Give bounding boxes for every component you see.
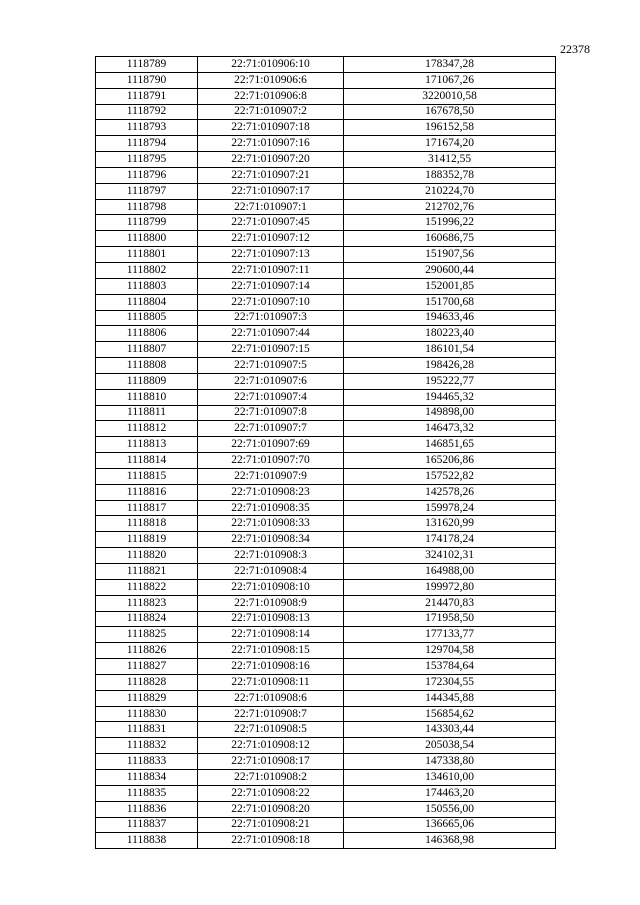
cadastral-value-cell: 194465,32 bbox=[344, 389, 556, 405]
cadastral-value-cell: 157522,82 bbox=[344, 468, 556, 484]
record-number-cell: 1118832 bbox=[96, 738, 198, 754]
cadastral-number-cell: 22:71:010908:11 bbox=[198, 674, 344, 690]
record-number-cell: 1118820 bbox=[96, 548, 198, 564]
record-number-cell: 1118808 bbox=[96, 358, 198, 374]
cadastral-number-cell: 22:71:010907:5 bbox=[198, 358, 344, 374]
table-row bbox=[96, 484, 556, 500]
cadastral-number-cell: 22:71:010907:6 bbox=[198, 373, 344, 389]
record-number-cell: 1118824 bbox=[96, 611, 198, 627]
cadastral-number-cell: 22:71:010908:14 bbox=[198, 627, 344, 643]
cadastral-number-cell: 22:71:010907:2 bbox=[198, 104, 344, 120]
table-row bbox=[96, 659, 556, 675]
cadastral-number-cell: 22:71:010906:6 bbox=[198, 72, 344, 88]
cadastral-number-cell: 22:71:010907:18 bbox=[198, 120, 344, 136]
cadastral-value-cell: 199972,80 bbox=[344, 579, 556, 595]
cadastral-value-cell: 152001,85 bbox=[344, 278, 556, 294]
cadastral-value-cell: 151907,56 bbox=[344, 247, 556, 263]
table-row bbox=[96, 532, 556, 548]
cadastral-value-cell: 149898,00 bbox=[344, 405, 556, 421]
record-number-cell: 1118791 bbox=[96, 88, 198, 104]
cadastral-value-cell: 129704,58 bbox=[344, 643, 556, 659]
table-row bbox=[96, 564, 556, 580]
cadastral-number-cell: 22:71:010907:21 bbox=[198, 167, 344, 183]
cadastral-value-cell: 164988,00 bbox=[344, 564, 556, 580]
record-number-cell: 1118838 bbox=[96, 833, 198, 849]
record-number-cell: 1118792 bbox=[96, 104, 198, 120]
cadastral-value-cell: 146368,98 bbox=[344, 833, 556, 849]
record-number-cell: 1118819 bbox=[96, 532, 198, 548]
table-row bbox=[96, 72, 556, 88]
table-row bbox=[96, 310, 556, 326]
cadastral-number-cell: 22:71:010908:7 bbox=[198, 706, 344, 722]
record-number-cell: 1118797 bbox=[96, 183, 198, 199]
cadastral-value-cell: 171958,50 bbox=[344, 611, 556, 627]
cadastral-value-cell: 186101,54 bbox=[344, 342, 556, 358]
record-number-cell: 1118826 bbox=[96, 643, 198, 659]
cadastral-number-cell: 22:71:010907:15 bbox=[198, 342, 344, 358]
cadastral-value-cell: 171674,20 bbox=[344, 136, 556, 152]
cadastral-number-cell: 22:71:010908:6 bbox=[198, 690, 344, 706]
table-row bbox=[96, 199, 556, 215]
cadastral-value-cell: 324102,31 bbox=[344, 548, 556, 564]
cadastral-number-cell: 22:71:010908:10 bbox=[198, 579, 344, 595]
table-row bbox=[96, 627, 556, 643]
table-row bbox=[96, 358, 556, 374]
table-row bbox=[96, 801, 556, 817]
record-number-cell: 1118795 bbox=[96, 152, 198, 168]
record-number-cell: 1118830 bbox=[96, 706, 198, 722]
cadastral-number-cell: 22:71:010908:33 bbox=[198, 516, 344, 532]
cadastral-number-cell: 22:71:010907:44 bbox=[198, 326, 344, 342]
record-number-cell: 1118821 bbox=[96, 564, 198, 580]
record-number-cell: 1118790 bbox=[96, 72, 198, 88]
record-number-cell: 1118810 bbox=[96, 389, 198, 405]
cadastral-value-cell: 214470,83 bbox=[344, 595, 556, 611]
cadastral-number-cell: 22:71:010907:4 bbox=[198, 389, 344, 405]
record-number-cell: 1118804 bbox=[96, 294, 198, 310]
cadastral-value-cell: 188352,78 bbox=[344, 167, 556, 183]
record-number-cell: 1118806 bbox=[96, 326, 198, 342]
cadastral-value-cell: 144345,88 bbox=[344, 690, 556, 706]
record-number-cell: 1118801 bbox=[96, 247, 198, 263]
table-row bbox=[96, 326, 556, 342]
record-number-cell: 1118818 bbox=[96, 516, 198, 532]
cadastral-number-cell: 22:71:010908:2 bbox=[198, 769, 344, 785]
table-row bbox=[96, 500, 556, 516]
record-number-cell: 1118807 bbox=[96, 342, 198, 358]
cadastral-number-cell: 22:71:010907:3 bbox=[198, 310, 344, 326]
cadastral-number-cell: 22:71:010908:35 bbox=[198, 500, 344, 516]
table-row bbox=[96, 437, 556, 453]
table-row bbox=[96, 548, 556, 564]
cadastral-value-cell: 174463,20 bbox=[344, 785, 556, 801]
cadastral-number-cell: 22:71:010907:20 bbox=[198, 152, 344, 168]
record-number-cell: 1118816 bbox=[96, 484, 198, 500]
cadastral-number-cell: 22:71:010907:45 bbox=[198, 215, 344, 231]
cadastral-number-cell: 22:71:010907:16 bbox=[198, 136, 344, 152]
record-number-cell: 1118815 bbox=[96, 468, 198, 484]
cadastral-value-cell: 151996,22 bbox=[344, 215, 556, 231]
record-number-cell: 1118817 bbox=[96, 500, 198, 516]
record-number-cell: 1118829 bbox=[96, 690, 198, 706]
cadastral-value-cell: 146473,32 bbox=[344, 421, 556, 437]
table-row bbox=[96, 595, 556, 611]
record-number-cell: 1118794 bbox=[96, 136, 198, 152]
table-row bbox=[96, 468, 556, 484]
cadastral-number-cell: 22:71:010906:10 bbox=[198, 57, 344, 73]
cadastral-number-cell: 22:71:010908:13 bbox=[198, 611, 344, 627]
table-row bbox=[96, 152, 556, 168]
table-row bbox=[96, 738, 556, 754]
table-row bbox=[96, 785, 556, 801]
cadastral-value-cell: 159978,24 bbox=[344, 500, 556, 516]
cadastral-value-cell: 146851,65 bbox=[344, 437, 556, 453]
cadastral-value-cell: 196152,58 bbox=[344, 120, 556, 136]
cadastral-value-cell: 212702,76 bbox=[344, 199, 556, 215]
record-number-cell: 1118831 bbox=[96, 722, 198, 738]
cadastral-number-cell: 22:71:010907:14 bbox=[198, 278, 344, 294]
table-row bbox=[96, 167, 556, 183]
cadastral-value-cell: 171067,26 bbox=[344, 72, 556, 88]
cadastral-number-cell: 22:71:010908:20 bbox=[198, 801, 344, 817]
table-row bbox=[96, 294, 556, 310]
cadastral-value-cell: 165206,86 bbox=[344, 453, 556, 469]
cadastral-value-cell: 31412,55 bbox=[344, 152, 556, 168]
table-row bbox=[96, 690, 556, 706]
table-row bbox=[96, 722, 556, 738]
record-number-cell: 1118803 bbox=[96, 278, 198, 294]
cadastral-number-cell: 22:71:010907:11 bbox=[198, 262, 344, 278]
table-row bbox=[96, 516, 556, 532]
cadastral-number-cell: 22:71:010908:3 bbox=[198, 548, 344, 564]
table-row bbox=[96, 674, 556, 690]
cadastral-number-cell: 22:71:010908:21 bbox=[198, 817, 344, 833]
cadastral-value-cell: 178347,28 bbox=[344, 57, 556, 73]
cadastral-value-cell: 134610,00 bbox=[344, 769, 556, 785]
cadastral-value-cell: 156854,62 bbox=[344, 706, 556, 722]
cadastral-value-cell: 136665,06 bbox=[344, 817, 556, 833]
record-number-cell: 1118814 bbox=[96, 453, 198, 469]
record-number-cell: 1118805 bbox=[96, 310, 198, 326]
cadastral-value-cell: 198426,28 bbox=[344, 358, 556, 374]
table-row bbox=[96, 183, 556, 199]
table-row bbox=[96, 453, 556, 469]
record-number-cell: 1118828 bbox=[96, 674, 198, 690]
record-number-cell: 1118825 bbox=[96, 627, 198, 643]
cadastral-value-cell: 205038,54 bbox=[344, 738, 556, 754]
cadastral-number-cell: 22:71:010908:16 bbox=[198, 659, 344, 675]
table-row bbox=[96, 215, 556, 231]
cadastral-value-cell: 180223,40 bbox=[344, 326, 556, 342]
cadastral-value-cell: 194633,46 bbox=[344, 310, 556, 326]
cadastral-number-cell: 22:71:010908:9 bbox=[198, 595, 344, 611]
cadastral-number-cell: 22:71:010906:8 bbox=[198, 88, 344, 104]
cadastral-value-cell: 177133,77 bbox=[344, 627, 556, 643]
table-row bbox=[96, 373, 556, 389]
record-number-cell: 1118834 bbox=[96, 769, 198, 785]
table-row bbox=[96, 769, 556, 785]
cadastral-value-cell: 142578,26 bbox=[344, 484, 556, 500]
cadastral-number-cell: 22:71:010907:12 bbox=[198, 231, 344, 247]
record-number-cell: 1118809 bbox=[96, 373, 198, 389]
record-number-cell: 1118812 bbox=[96, 421, 198, 437]
cadastral-number-cell: 22:71:010908:15 bbox=[198, 643, 344, 659]
record-number-cell: 1118799 bbox=[96, 215, 198, 231]
record-number-cell: 1118798 bbox=[96, 199, 198, 215]
table-row bbox=[96, 421, 556, 437]
cadastral-number-cell: 22:71:010908:23 bbox=[198, 484, 344, 500]
cadastral-value-cell: 147338,80 bbox=[344, 754, 556, 770]
cadastral-number-cell: 22:71:010907:10 bbox=[198, 294, 344, 310]
cadastral-value-cell: 143303,44 bbox=[344, 722, 556, 738]
cadastral-number-cell: 22:71:010908:34 bbox=[198, 532, 344, 548]
cadastral-number-cell: 22:71:010908:12 bbox=[198, 738, 344, 754]
cadastral-number-cell: 22:71:010907:69 bbox=[198, 437, 344, 453]
cadastral-number-cell: 22:71:010907:8 bbox=[198, 405, 344, 421]
table-row bbox=[96, 611, 556, 627]
table-row bbox=[96, 104, 556, 120]
table-row bbox=[96, 262, 556, 278]
cadastral-value-cell: 150556,00 bbox=[344, 801, 556, 817]
record-number-cell: 1118836 bbox=[96, 801, 198, 817]
table-row bbox=[96, 88, 556, 104]
cadastral-number-cell: 22:71:010908:18 bbox=[198, 833, 344, 849]
table-row bbox=[96, 278, 556, 294]
table-row bbox=[96, 136, 556, 152]
record-number-cell: 1118833 bbox=[96, 754, 198, 770]
cadastral-number-cell: 22:71:010907:7 bbox=[198, 421, 344, 437]
cadastral-value-cell: 131620,99 bbox=[344, 516, 556, 532]
page-number: 22378 bbox=[560, 42, 590, 56]
table-row bbox=[96, 247, 556, 263]
table-body bbox=[96, 57, 556, 849]
table-row bbox=[96, 389, 556, 405]
record-number-cell: 1118796 bbox=[96, 167, 198, 183]
record-number-cell: 1118802 bbox=[96, 262, 198, 278]
record-number-cell: 1118837 bbox=[96, 817, 198, 833]
record-number-cell: 1118835 bbox=[96, 785, 198, 801]
cadastral-number-cell: 22:71:010907:17 bbox=[198, 183, 344, 199]
record-number-cell: 1118811 bbox=[96, 405, 198, 421]
table-row bbox=[96, 342, 556, 358]
table-row bbox=[96, 57, 556, 73]
table-row bbox=[96, 579, 556, 595]
cadastral-number-cell: 22:71:010908:5 bbox=[198, 722, 344, 738]
cadastral-value-cell: 153784,64 bbox=[344, 659, 556, 675]
cadastral-value-cell: 167678,50 bbox=[344, 104, 556, 120]
record-number-cell: 1118827 bbox=[96, 659, 198, 675]
cadastral-number-cell: 22:71:010907:13 bbox=[198, 247, 344, 263]
record-number-cell: 1118813 bbox=[96, 437, 198, 453]
table-row bbox=[96, 817, 556, 833]
table-row bbox=[96, 643, 556, 659]
table-row bbox=[96, 754, 556, 770]
cadastral-value-table bbox=[95, 56, 556, 849]
record-number-cell: 1118822 bbox=[96, 579, 198, 595]
cadastral-number-cell: 22:71:010908:17 bbox=[198, 754, 344, 770]
cadastral-number-cell: 22:71:010907:70 bbox=[198, 453, 344, 469]
cadastral-number-cell: 22:71:010907:9 bbox=[198, 468, 344, 484]
cadastral-value-cell: 195222,77 bbox=[344, 373, 556, 389]
cadastral-number-cell: 22:71:010907:1 bbox=[198, 199, 344, 215]
record-number-cell: 1118800 bbox=[96, 231, 198, 247]
table-row bbox=[96, 120, 556, 136]
cadastral-value-cell: 210224,70 bbox=[344, 183, 556, 199]
table-row bbox=[96, 231, 556, 247]
cadastral-value-cell: 174178,24 bbox=[344, 532, 556, 548]
table-row bbox=[96, 833, 556, 849]
record-number-cell: 1118823 bbox=[96, 595, 198, 611]
record-number-cell: 1118789 bbox=[96, 57, 198, 73]
cadastral-value-cell: 160686,75 bbox=[344, 231, 556, 247]
table-row bbox=[96, 706, 556, 722]
cadastral-number-cell: 22:71:010908:22 bbox=[198, 785, 344, 801]
cadastral-value-cell: 3220010,58 bbox=[344, 88, 556, 104]
table-row bbox=[96, 405, 556, 421]
cadastral-value-cell: 290600,44 bbox=[344, 262, 556, 278]
cadastral-number-cell: 22:71:010908:4 bbox=[198, 564, 344, 580]
cadastral-value-cell: 172304,55 bbox=[344, 674, 556, 690]
record-number-cell: 1118793 bbox=[96, 120, 198, 136]
cadastral-value-cell: 151700,68 bbox=[344, 294, 556, 310]
